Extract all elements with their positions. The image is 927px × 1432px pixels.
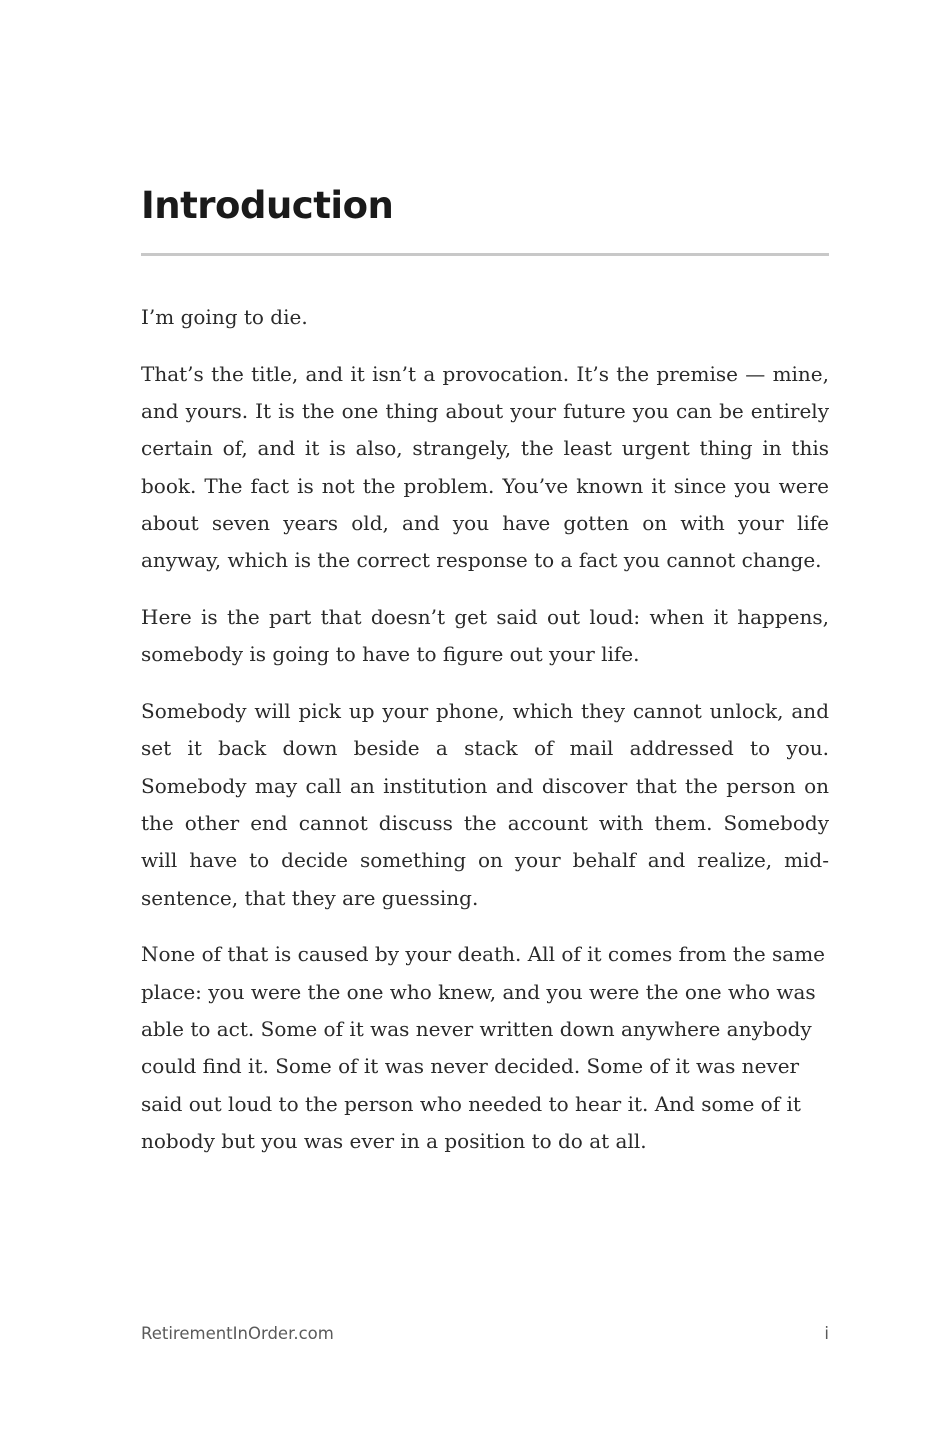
- footer-site: RetirementInOrder.com: [141, 1324, 334, 1343]
- paragraph-4: Somebody will pick up your phone, which they cannot unlock, and set it back down beside a stack of mail addressed to you. Somebody may call an institution and discover that the person on the other end cannot discuss the account with them. Somebody will have to decide something on your behalf and realize, mid-sentence, that they are guessing.: [141, 699, 829, 910]
- chapter-body: [141, 299, 829, 1180]
- paragraph-1: I’m going to die.: [141, 305, 308, 329]
- page-number: i: [824, 1324, 829, 1343]
- title-divider: [141, 253, 829, 256]
- paragraph-3: Here is the part that doesn’t get said out loud: when it happens, somebody is going to have to figure out your life.: [141, 605, 829, 667]
- chapter-title: Introduction: [141, 184, 394, 227]
- paragraph-2: That’s the title, and it isn’t a provocation. It’s the premise — mine, and yours. It is the one thing about your future you can be entirely certain of, and it is also, strangely, the least urgent thing in this book. The fact is not the problem. You’ve known it since you were about seven years old, and you have gotten on with your life anyway, which is the correct response to a fact you cannot change.: [141, 361, 829, 573]
- paragraph-5: None of that is caused by your death. All of it comes from the same place: you were the one who knew, and you were the one who was able to act. Some of it was never written down anywhere anybody could find it. Some of it was never decided. Some of it was never said out loud to the person who needed to hear it. And some of it nobody but you was ever in a position to do at all.: [141, 942, 826, 1153]
